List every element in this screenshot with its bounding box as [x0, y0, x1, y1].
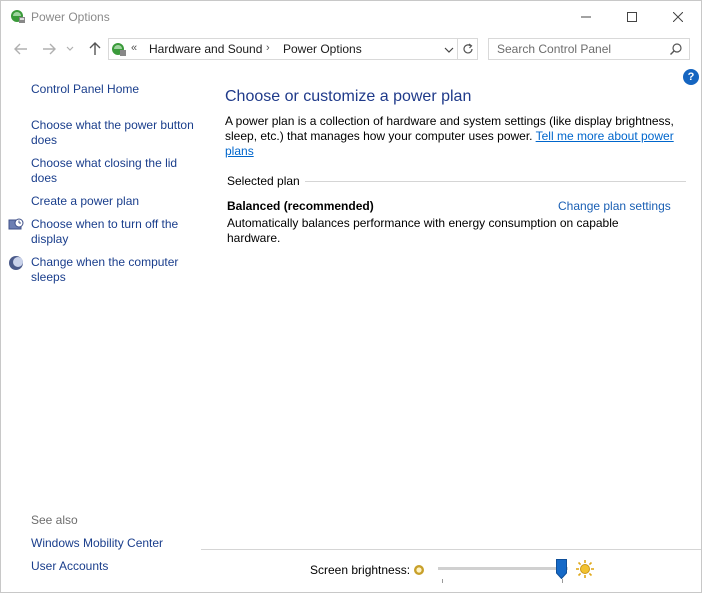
minimize-icon	[581, 12, 591, 22]
learn-more-link[interactable]: Tell me more about power plans	[225, 129, 674, 158]
dim-brightness-icon	[412, 563, 426, 577]
windows-mobility-center-link[interactable]: Windows Mobility Center	[31, 536, 164, 550]
plan-name: Balanced (recommended)	[227, 199, 374, 213]
chevron-down-icon	[442, 43, 456, 57]
see-also-heading: See also	[31, 513, 78, 527]
search-placeholder: Search Control Panel	[497, 42, 612, 56]
search-icon[interactable]	[669, 42, 683, 56]
display-power-icon	[8, 217, 24, 233]
overflow-chevron[interactable]: «	[131, 42, 138, 54]
back-arrow-icon	[14, 43, 28, 55]
create-power-plan-link[interactable]: Create a power plan	[31, 194, 140, 208]
refresh-icon	[462, 43, 474, 55]
forward-arrow-icon	[42, 43, 56, 55]
turn-off-display-link[interactable]: Choose when to turn off the display	[31, 217, 179, 246]
user-accounts-link[interactable]: User Accounts	[31, 559, 109, 573]
section-divider	[305, 181, 686, 182]
close-button[interactable]	[655, 1, 701, 32]
brightness-label: Screen brightness:	[310, 563, 411, 577]
power-options-icon	[111, 41, 127, 57]
maximize-icon	[627, 12, 637, 22]
help-icon[interactable]: ?	[683, 69, 699, 85]
minimize-button[interactable]	[563, 1, 609, 32]
back-button[interactable]	[11, 39, 31, 59]
up-arrow-icon	[89, 42, 101, 56]
address-dropdown[interactable]	[442, 43, 456, 57]
page-title: Choose or customize a power plan	[225, 88, 472, 105]
chevron-down-icon	[66, 46, 74, 52]
slider-tick-min	[442, 579, 443, 583]
brightness-divider	[201, 549, 701, 550]
description-text: A power plan is a collection of hardware and system settings (like display brightness, sleep, etc.) that manages how your computer uses power.	[225, 114, 674, 143]
brightness-slider-track[interactable]	[438, 567, 568, 570]
forward-button[interactable]	[39, 39, 59, 59]
closing-lid-link[interactable]: Choose what closing the lid does	[31, 156, 178, 185]
change-plan-settings-link[interactable]: Change plan settings	[558, 199, 671, 213]
window-title: Power Options	[31, 10, 110, 24]
address-bar[interactable]	[108, 38, 458, 60]
bright-brightness-icon	[575, 559, 595, 579]
computer-sleeps-link[interactable]: Change when the computer sleeps	[31, 255, 179, 284]
breadcrumb-power-options[interactable]: Power Options	[283, 42, 362, 56]
sleep-moon-icon	[8, 255, 24, 271]
search-input[interactable]	[488, 38, 690, 60]
maximize-button[interactable]	[609, 1, 655, 32]
plan-description: Automatically balances performance with energy consumption on capable hardware.	[227, 216, 619, 245]
power-options-icon	[10, 8, 26, 24]
power-button-link[interactable]: Choose what the power button does	[31, 118, 194, 147]
title-bar	[1, 1, 701, 32]
brightness-slider-thumb[interactable]	[556, 559, 567, 579]
breadcrumb-separator[interactable]: ›	[266, 42, 270, 54]
breadcrumb-hardware-and-sound[interactable]: Hardware and Sound	[149, 42, 263, 56]
control-panel-home-link[interactable]: Control Panel Home	[31, 82, 140, 96]
selected-plan-heading: Selected plan	[227, 174, 300, 188]
slider-tick-max	[562, 579, 563, 583]
close-icon	[673, 12, 683, 22]
up-button[interactable]	[85, 39, 105, 59]
page-description	[225, 114, 685, 159]
recent-locations-button[interactable]	[63, 39, 77, 59]
refresh-button[interactable]	[458, 38, 478, 60]
